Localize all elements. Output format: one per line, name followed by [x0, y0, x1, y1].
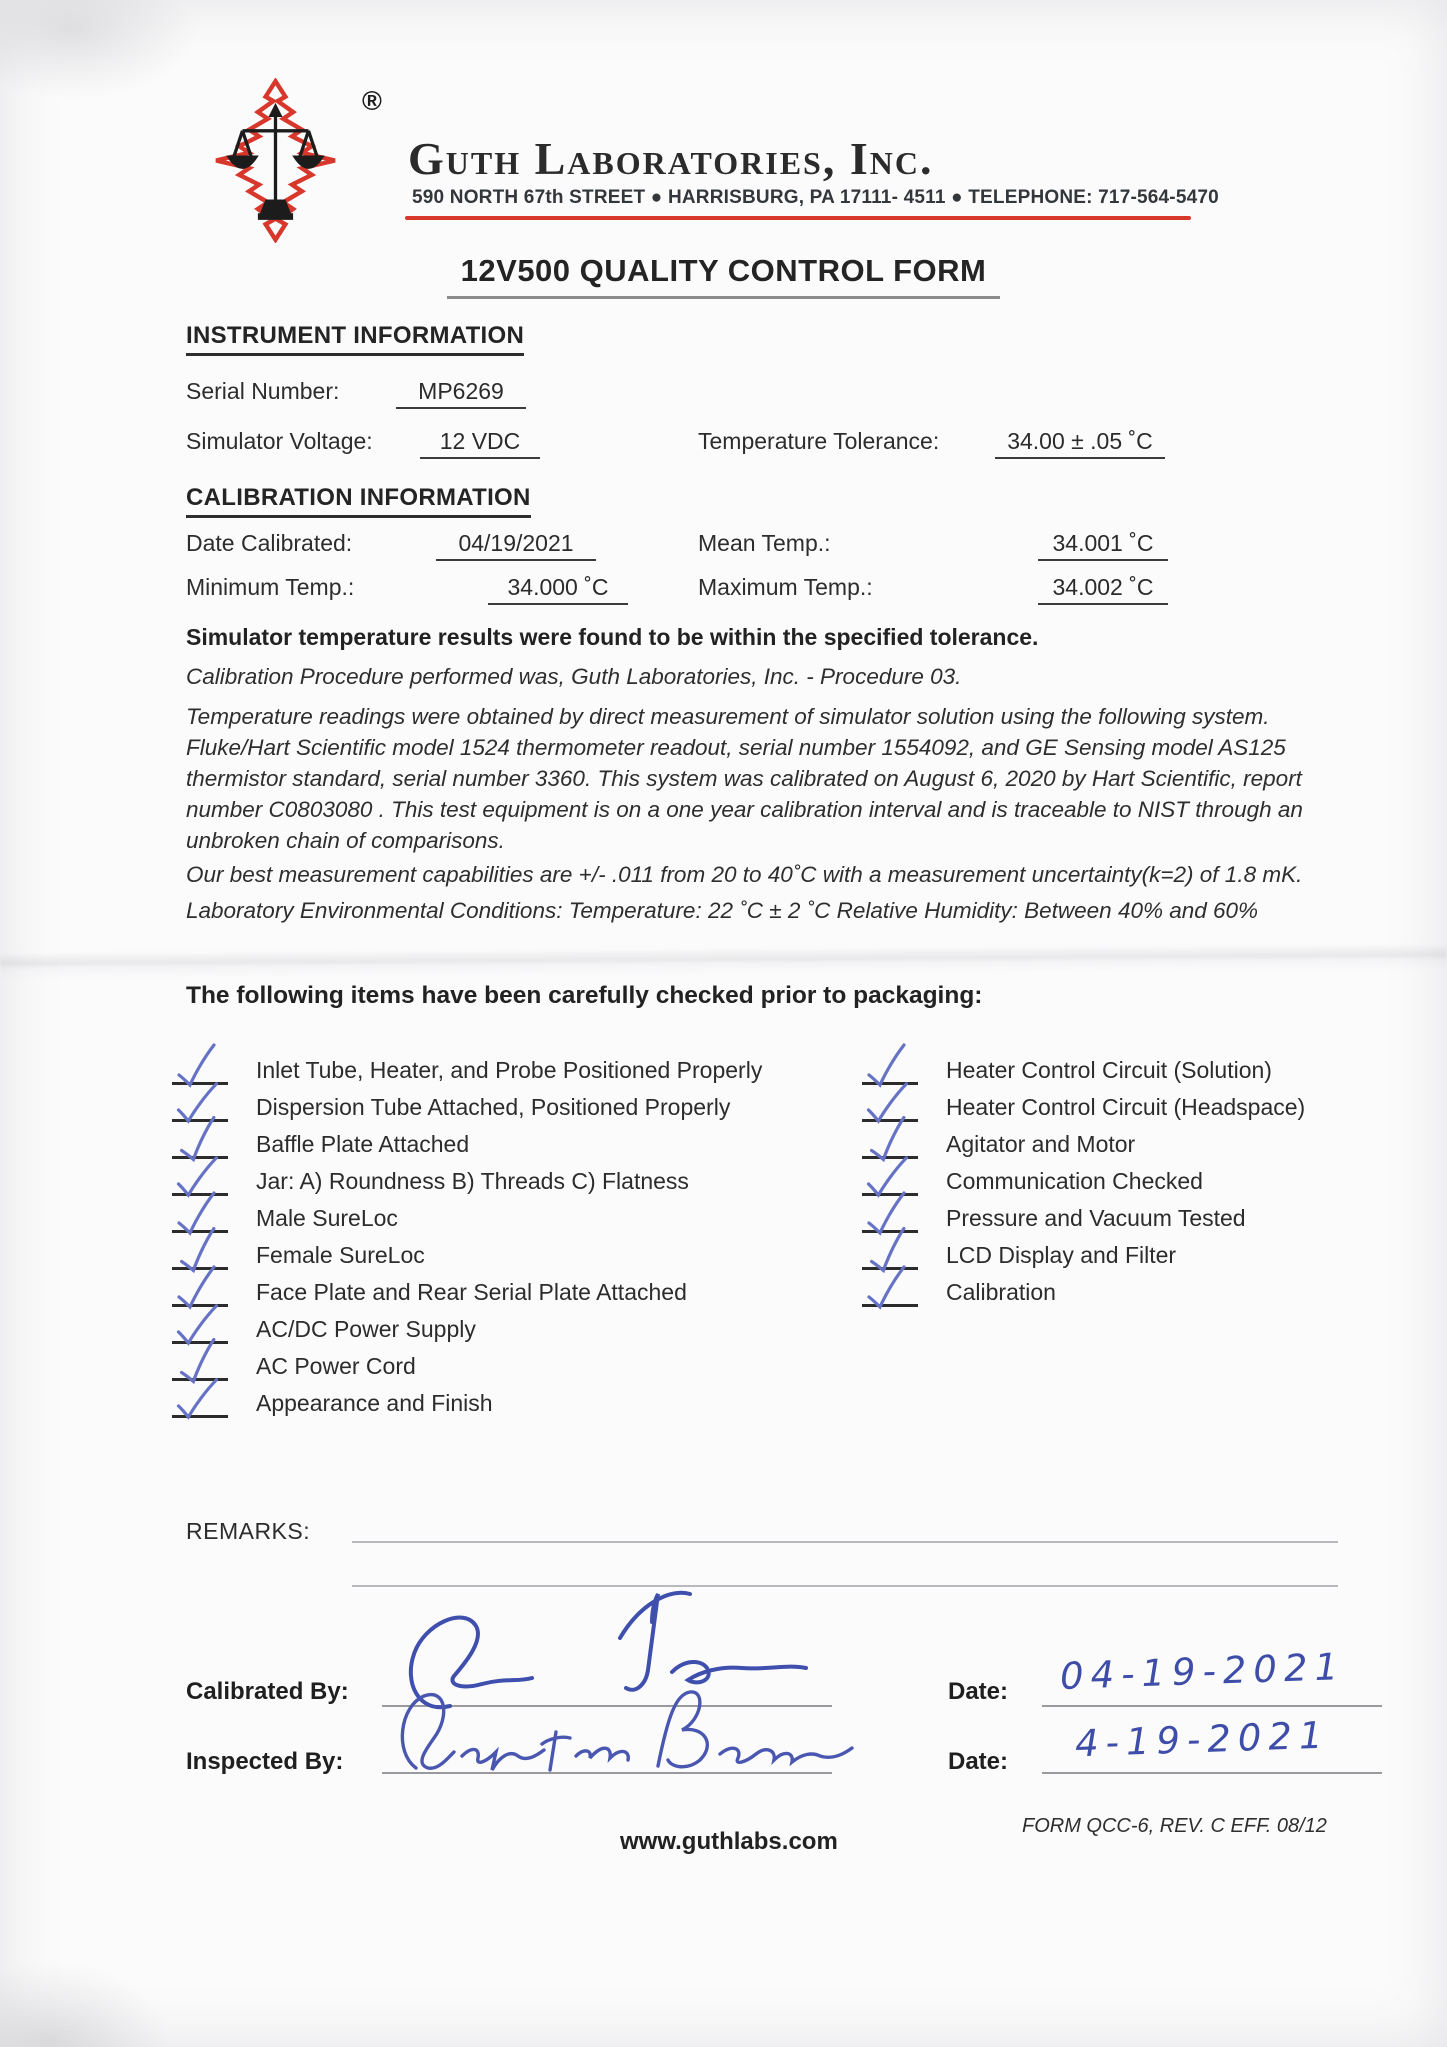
checklist-item-label: Calibration	[946, 1279, 1056, 1305]
remarks-line-1[interactable]	[352, 1541, 1338, 1543]
checkmark-icon	[172, 1348, 228, 1381]
checklist-right-column	[862, 1048, 1305, 1307]
checklist-item	[172, 1381, 762, 1418]
checklist-item	[862, 1159, 1305, 1196]
system-line-3: thermistor standard, serial number 3360. This system was calibrated on August 6, 2020 by Hart Scientific, report	[186, 766, 1302, 791]
balance-scale-icon	[229, 107, 321, 217]
checklist-item-label: AC Power Cord	[256, 1353, 416, 1379]
maximum-temp-label: Maximum Temp.:	[698, 574, 873, 600]
checkmark-icon	[172, 1311, 228, 1344]
checkmark-icon	[172, 1237, 228, 1270]
checklist-heading: The following items have been carefully checked prior to packaging:	[186, 982, 983, 1009]
checkmark-icon	[862, 1052, 918, 1085]
checkmark-icon	[172, 1126, 228, 1159]
checkmark-icon	[172, 1385, 228, 1418]
checklist-item-label: AC/DC Power Supply	[256, 1316, 476, 1342]
checklist-item	[172, 1159, 762, 1196]
mean-temp-value: 34.001 ˚C	[1038, 530, 1168, 561]
calibrated-date-line[interactable]	[1042, 1705, 1382, 1707]
inspected-date-label: Date:	[948, 1748, 1009, 1775]
tolerance-result-statement: Simulator temperature results were found to be within the specified tolerance.	[186, 624, 1039, 650]
checklist-item-label: LCD Display and Filter	[946, 1242, 1177, 1268]
checkmark-icon	[172, 1089, 228, 1122]
inspected-date-value: 4-19-2021	[1074, 1713, 1331, 1766]
form-title: 12V500 QUALITY CONTROL FORM	[447, 253, 1001, 299]
calibrated-date-label: Date:	[948, 1678, 1009, 1705]
temperature-tolerance-value: 34.00 ± .05 ˚C	[995, 428, 1165, 459]
checklist-item-label: Jar: A) Roundness B) Threads C) Flatness	[256, 1168, 689, 1194]
scan-shade-bottomleft	[0, 1960, 170, 2047]
checklist-item-label: Agitator and Motor	[946, 1131, 1136, 1157]
capability-statement: Our best measurement capabilities are +/- .011 from 20 to 40˚C with a measurement uncertainty(k=2) of 1.8 mK.	[186, 862, 1303, 887]
form-revision-number: FORM QCC-6, REV. C EFF. 08/12	[1022, 1815, 1327, 1837]
checklist-item-label: Communication Checked	[946, 1168, 1203, 1194]
registered-trademark: ®	[362, 86, 382, 116]
checklist-item	[862, 1048, 1305, 1085]
checkmark-icon	[862, 1274, 918, 1307]
procedure-statement: Calibration Procedure performed was, Guth Laboratories, Inc. - Procedure 03.	[186, 664, 962, 689]
system-description	[186, 701, 1303, 856]
checklist-item-label: Inlet Tube, Heater, and Probe Positioned Properly	[256, 1057, 763, 1083]
serial-number-label: Serial Number:	[186, 378, 340, 404]
system-line-5: unbroken chain of comparisons.	[186, 828, 505, 853]
checkmark-icon	[862, 1237, 918, 1270]
calibration-info-heading: CALIBRATION INFORMATION	[186, 484, 531, 518]
environment-statement: Laboratory Environmental Conditions: Temperature: 22 ˚C ± 2 ˚C Relative Humidity: Between 40% and 60%	[186, 898, 1259, 923]
checklist-item	[862, 1233, 1305, 1270]
date-calibrated-value: 04/19/2021	[436, 530, 596, 561]
checklist-item-label: Heater Control Circuit (Solution)	[946, 1057, 1272, 1083]
checklist-left-column	[172, 1048, 762, 1418]
guth-labs-logo	[188, 78, 363, 243]
checkmark-icon	[862, 1126, 918, 1159]
checkmark-icon	[862, 1200, 918, 1233]
minimum-temp-value: 34.000 ˚C	[488, 574, 628, 605]
checklist-item	[862, 1270, 1305, 1307]
checklist-item-label: Pressure and Vacuum Tested	[946, 1205, 1246, 1231]
system-line-1: Temperature readings were obtained by direct measurement of simulator solution using the following system.	[186, 704, 1270, 729]
mean-temp-label: Mean Temp.:	[698, 530, 831, 556]
checklist-item	[172, 1048, 762, 1085]
temperature-tolerance-label: Temperature Tolerance:	[698, 428, 940, 454]
checklist-item	[172, 1122, 762, 1159]
website-url: www.guthlabs.com	[620, 1828, 838, 1855]
date-calibrated-label: Date Calibrated:	[186, 530, 353, 556]
checkmark-icon	[862, 1163, 918, 1196]
checklist-item	[172, 1344, 762, 1381]
simulator-voltage-value: 12 VDC	[420, 428, 540, 459]
checklist-item	[172, 1085, 762, 1122]
serial-number-value: MP6269	[396, 378, 526, 409]
checklist-item-label: Face Plate and Rear Serial Plate Attached	[256, 1279, 687, 1305]
checkmark-icon	[862, 1089, 918, 1122]
system-line-4: number C0803080 . This test equipment is on a one year calibration interval and is traceable to NIST through an	[186, 797, 1303, 822]
company-address-line: 590 NORTH 67th STREET ● HARRISBURG, PA 17111- 4511 ● TELEPHONE: 717-564-5470	[412, 187, 1219, 208]
scan-shade-topleft	[0, 0, 200, 100]
system-line-2: Fluke/Hart Scientific model 1524 thermometer readout, serial number 1554092, and GE Sensing model AS125	[186, 735, 1286, 760]
simulator-voltage-label: Simulator Voltage:	[186, 428, 373, 454]
checklist-item-label: Male SureLoc	[256, 1205, 398, 1231]
checklist-item-label: Female SureLoc	[256, 1242, 425, 1268]
maximum-temp-value: 34.002 ˚C	[1038, 574, 1168, 605]
checklist-item	[862, 1196, 1305, 1233]
checklist-item-label: Baffle Plate Attached	[256, 1131, 470, 1157]
checkmark-icon	[172, 1274, 228, 1307]
checklist-item	[862, 1122, 1305, 1159]
checkmark-icon	[172, 1200, 228, 1233]
checklist-item	[172, 1196, 762, 1233]
company-name: Guth Laboratories, Inc.	[408, 133, 934, 184]
checklist-item	[172, 1233, 762, 1270]
calibrated-by-label: Calibrated By:	[186, 1678, 349, 1705]
inspected-by-label: Inspected By:	[186, 1748, 344, 1775]
checklist-item-label: Heater Control Circuit (Headspace)	[946, 1094, 1306, 1120]
checklist-item	[172, 1307, 762, 1344]
form-title-wrap	[0, 253, 1447, 299]
remarks-label: REMARKS:	[186, 1518, 311, 1544]
calibrated-date-value: 04-19-2021	[1059, 1645, 1346, 1698]
checklist-item	[172, 1270, 762, 1307]
checklist-item	[862, 1085, 1305, 1122]
header-red-rule	[405, 216, 1191, 220]
inspected-date-line[interactable]	[1042, 1772, 1382, 1774]
scan-crease	[0, 944, 1447, 979]
inspected-by-signature	[380, 1672, 880, 1792]
checklist-item-label: Dispersion Tube Attached, Positioned Properly	[256, 1094, 731, 1120]
minimum-temp-label: Minimum Temp.:	[186, 574, 355, 600]
checklist-item-label: Appearance and Finish	[256, 1390, 493, 1416]
checkmark-icon	[172, 1163, 228, 1196]
checkmark-icon	[172, 1052, 228, 1085]
instrument-info-heading: INSTRUMENT INFORMATION	[186, 322, 524, 356]
